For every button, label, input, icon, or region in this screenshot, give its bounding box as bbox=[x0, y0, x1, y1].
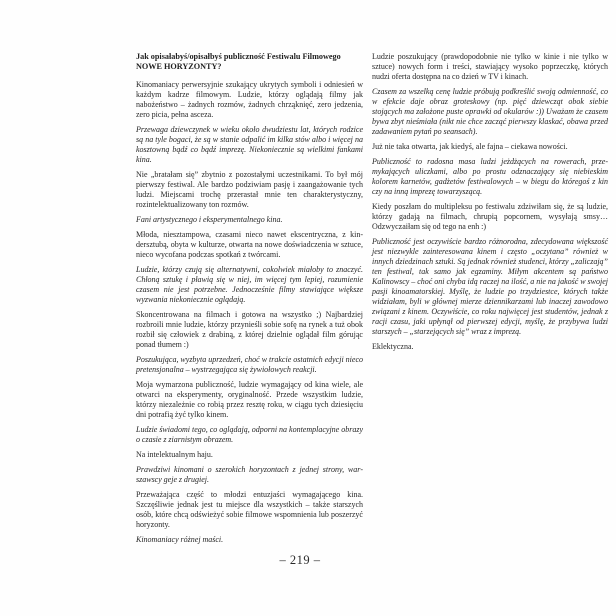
paragraph: Kiedy poszłam do multipleksu po festiwalu zdziwiłam się, że są ludzie, którzy gadają na filmach, chrupią popcornem, wysyłają smsy… Odzwyczaiłam się od tego na enh :) bbox=[372, 202, 608, 231]
left-column bbox=[136, 52, 363, 550]
paragraph: Prawdziwi kinomani o szerokich horyzontach z jednej strony, warszawscy geje z drugiej. bbox=[136, 465, 363, 484]
paragraph: Nie „bratałam się” zbytnio z pozostałymi uczestnikami. To był mój pierwszy festiwal. Ale bardzo podziwiam pasję i zaangażowanie tych ludzi. Miejscami trochę przerastał mnie ten charakterystyczny, rozintelektualizowany ton rozmów. bbox=[136, 170, 363, 209]
paragraph: Skoncentrowana na filmach i gotowa na wszystko ;) Najbardziej rozbroili mnie ludzie, którzy przynieśli sobie sofę na rynek a tuż obok rozbił się człowiek z drabiną, z której dzielnie oglądał film górując ponad tłumem :) bbox=[136, 310, 363, 349]
paragraph: Młoda, niesztampowa, czasami nieco nawet ekscentryczna, z kindersztubą, obyta w kulturze, otwarta na nowe doświadczenia w sztuce, nieco wycofana podczas spotkań z twórcami. bbox=[136, 230, 363, 259]
paragraph: Publiczność to radosna masa ludzi jeżdżących na rowerach, przemykających uliczkami, albo po prostu odznaczający się niebieskim kolorem karnetów, gadżetów festiwalowych – w biegu do któregoś z kin czy na inną imprezę towarzyszącą. bbox=[372, 157, 608, 196]
paragraph: Kinomaniacy perwersyjnie szukający ukrytych symboli i odniesień w każdym kadrze filmowym. Ludzie, którzy oglądają filmy jak nabożeństwo – żadnych rozmów, żadnych chrząknięć, zero jedzenia, zero picia, pełna asceza. bbox=[136, 80, 363, 119]
right-column-paragraphs bbox=[372, 52, 608, 352]
paragraph: Ludzie, którzy czują się alternatywni, cokolwiek miałoby to znaczyć. Chłoną sztukę i pławią się w niej, im więcej tym lepiej, rozumienie czasem nie jest potrzebne. Jednocześnie filmy stawiające większe wyzwania niekoniecznie oglądają. bbox=[136, 265, 363, 304]
paragraph: Na intelektualnym haju. bbox=[136, 450, 213, 459]
paragraph: Eklektyczna. bbox=[372, 342, 414, 351]
page-number: – 219 – bbox=[279, 553, 321, 567]
paragraph: Przewaga dziewczynek w wieku około dwudziestu lat, których rodzice są na tyle bogaci, że są w stanie odpalić im kilka stów albo i więcej na kosztowną bądź co bądź imprezę. Niekoniecznie są wielkimi fankami kina. bbox=[136, 125, 363, 164]
paragraph: Fani artystycznego i eksperymentalnego kina. bbox=[136, 215, 283, 224]
paragraph: Publiczność jest oczywiście bardzo różnorodna, zdecydowana większość jest niezwykle zainteresowana kinem i często „oczytana” również w innych dziedzinach sztuki. Są jednak również studenci, którzy „zaliczają” ten festiwal, tak samo jak egzaminy. Miłym akcentem są państwo Kalinowscy – choć oni chyba idą raczej na ilość, a nie na jakość w swojej pasji kinoamatorskiej. Myślę, że ludzie po trzydziestce, których także widziałam, byli w głównej mierze dziennikarzami lub inaczej zawodowo związani z kinem. Oczywiście, co roku najwięcej jest studentów, jednak z racji czasu, jaki upłynął od pierwszej edycji, myślę, że przybywa ludzi starszych – „starzejących się” wraz z imprezą. bbox=[372, 237, 608, 336]
paragraph: Przeważająca część to młodzi entuzjaści wymagającego kina. Szczęśliwie jednak jest tu miejsce dla wszystkich – także starszych osób, które chcą odświeżyć sobie filmowe wspomnienia lub poszerzyć horyzonty. bbox=[136, 490, 363, 529]
article-heading: Jak opisałabyś/opisałbyś publiczność Festiwalu Filmowego NOWE HORYZONTY? bbox=[136, 52, 341, 71]
right-column bbox=[372, 52, 608, 550]
paragraph: Poszukująca, wyzbyta uprzedzeń, choć w trakcie ostatnich edycji nieco pretensjonalna – wystrzegająca się żywiołowych reakcji. bbox=[136, 355, 363, 374]
paragraph: Ludzie świadomi tego, co oglądają, odporni na kontemplacyjne obrazy o czasie z ziarnistym obrazem. bbox=[136, 425, 363, 444]
paragraph: Moja wymarzona publiczność, ludzie wymagający od kina wiele, ale otwarci na eksperymenty, oryginalność. Przede wszystkim ludzie, którzy niezależnie co robią przez resztę roku, w ciągu tych dziesięciu dni potrafią żyć tylko kinem. bbox=[136, 380, 363, 419]
left-column-paragraphs bbox=[136, 80, 363, 545]
paragraph: Już nie taka otwarta, jak kiedyś, ale fajna – ciekawa nowości. bbox=[372, 142, 568, 151]
paragraph: Czasem za wszelką cenę ludzie próbują podkreślić swoją odmienność, co w efekcie daje obraz groteskowy (np. pięć dziewcząt obok siebie stojących ma założone puste oprawki od okularów :)) Uważam że czasem bywa zbyt nieśmiała (nikt nie chce zacząć pierwszy klaskać, obawa przed zadawaniem pytań po seansach). bbox=[372, 87, 608, 136]
paragraph: Ludzie poszukujący (prawdopodobnie nie tylko w kinie i nie tylko w sztuce) nowych form i treści, stawiający wysoko poprzeczkę, których nudzi oferta dostępna na co dzień w TV i kinach. bbox=[372, 52, 608, 81]
text-block bbox=[136, 52, 608, 550]
paragraph: Kinomaniacy różnej maści. bbox=[136, 535, 224, 544]
